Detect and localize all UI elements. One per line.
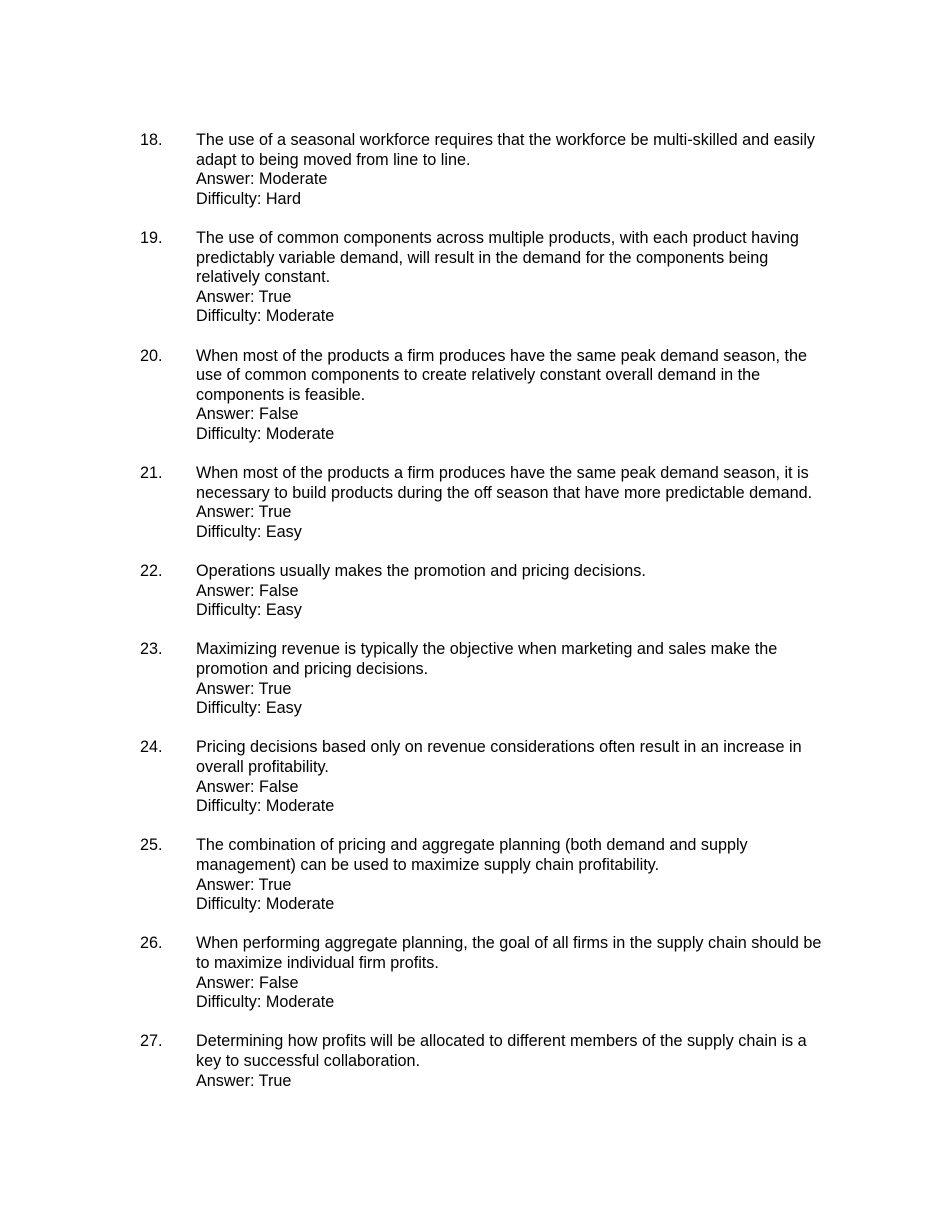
question-body (196, 131, 830, 209)
question-answer: Answer: True (196, 503, 292, 522)
question-answer: Answer: True (196, 679, 292, 698)
question-answer: Answer: False (196, 777, 299, 796)
question-body (196, 640, 830, 718)
question-number: 27. (140, 1032, 163, 1051)
question-body (196, 738, 830, 816)
question-number: 22. (140, 562, 163, 581)
question-text: The use of common components across multiple products, with each product having predictably variable demand, will result in the demand for the components being relatively constant. (196, 228, 799, 287)
question-body (196, 934, 830, 1012)
question-text: Pricing decisions based only on revenue considerations often result in an increase in overall profitability. (196, 738, 802, 776)
question-difficulty: Difficulty: Easy (196, 601, 302, 620)
question-text: When most of the products a firm produces have the same peak demand season, it is necessary to build products during the off season that have more predictable demand. (196, 464, 813, 502)
question-number: 26. (140, 934, 163, 953)
question-answer: Answer: False (196, 973, 299, 992)
question-number: 19. (140, 228, 163, 247)
question-answer: Answer: False (196, 581, 299, 600)
question-body (196, 1032, 830, 1091)
question-item-26 (140, 934, 830, 1012)
question-number: 20. (140, 346, 163, 365)
question-difficulty: Difficulty: Easy (196, 522, 302, 541)
question-text: Maximizing revenue is typically the objective when marketing and sales make the promotion and pricing decisions. (196, 640, 778, 679)
question-number: 18. (140, 131, 163, 149)
question-item-18 (140, 131, 830, 209)
question-difficulty: Difficulty: Easy (196, 699, 302, 718)
question-item-23 (140, 640, 830, 718)
question-item-20 (140, 347, 830, 445)
question-text: When performing aggregate planning, the goal of all firms in the supply chain should be to maximize individual firm profits. (196, 934, 822, 972)
question-difficulty: Difficulty: Moderate (196, 307, 335, 326)
question-text: Determining how profits will be allocated to different members of the supply chain is a key to successful collaboration. (196, 1032, 807, 1070)
question-item-27 (140, 1032, 830, 1091)
question-difficulty: Difficulty: Moderate (196, 424, 335, 443)
question-text: The combination of pricing and aggregate planning (both demand and supply management) can be used to maximize supply chain profitability. (196, 836, 748, 874)
question-body (196, 562, 830, 621)
question-item-25 (140, 836, 830, 914)
question-number: 25. (140, 836, 163, 855)
question-answer: Answer: Moderate (196, 170, 328, 189)
question-body (196, 464, 830, 542)
question-answer: Answer: True (196, 287, 292, 306)
question-difficulty: Difficulty: Moderate (196, 895, 335, 914)
question-answer: Answer: False (196, 405, 299, 424)
question-text: The use of a seasonal workforce requires that the workforce be multi-skilled and easily adapt to being moved from line to line. (196, 131, 816, 169)
question-difficulty: Difficulty: Moderate (196, 797, 335, 816)
question-difficulty: Difficulty: Hard (196, 189, 301, 208)
question-body (196, 836, 830, 914)
question-item-21 (140, 464, 830, 542)
question-item-22 (140, 562, 830, 621)
question-body (196, 347, 830, 445)
question-number: 24. (140, 738, 163, 757)
question-body (196, 229, 830, 327)
question-answer: Answer: True (196, 1071, 292, 1090)
question-number: 21. (140, 464, 163, 483)
question-text: Operations usually makes the promotion and pricing decisions. (196, 562, 646, 581)
question-answer: Answer: True (196, 875, 292, 894)
question-item-19 (140, 229, 830, 327)
question-list (140, 131, 830, 1111)
question-text: When most of the products a firm produces have the same peak demand season, the use of common components to create relatively constant overall demand in the components is feasible. (196, 346, 807, 404)
question-number: 23. (140, 640, 163, 659)
question-item-24 (140, 738, 830, 816)
question-difficulty: Difficulty: Moderate (196, 993, 335, 1012)
